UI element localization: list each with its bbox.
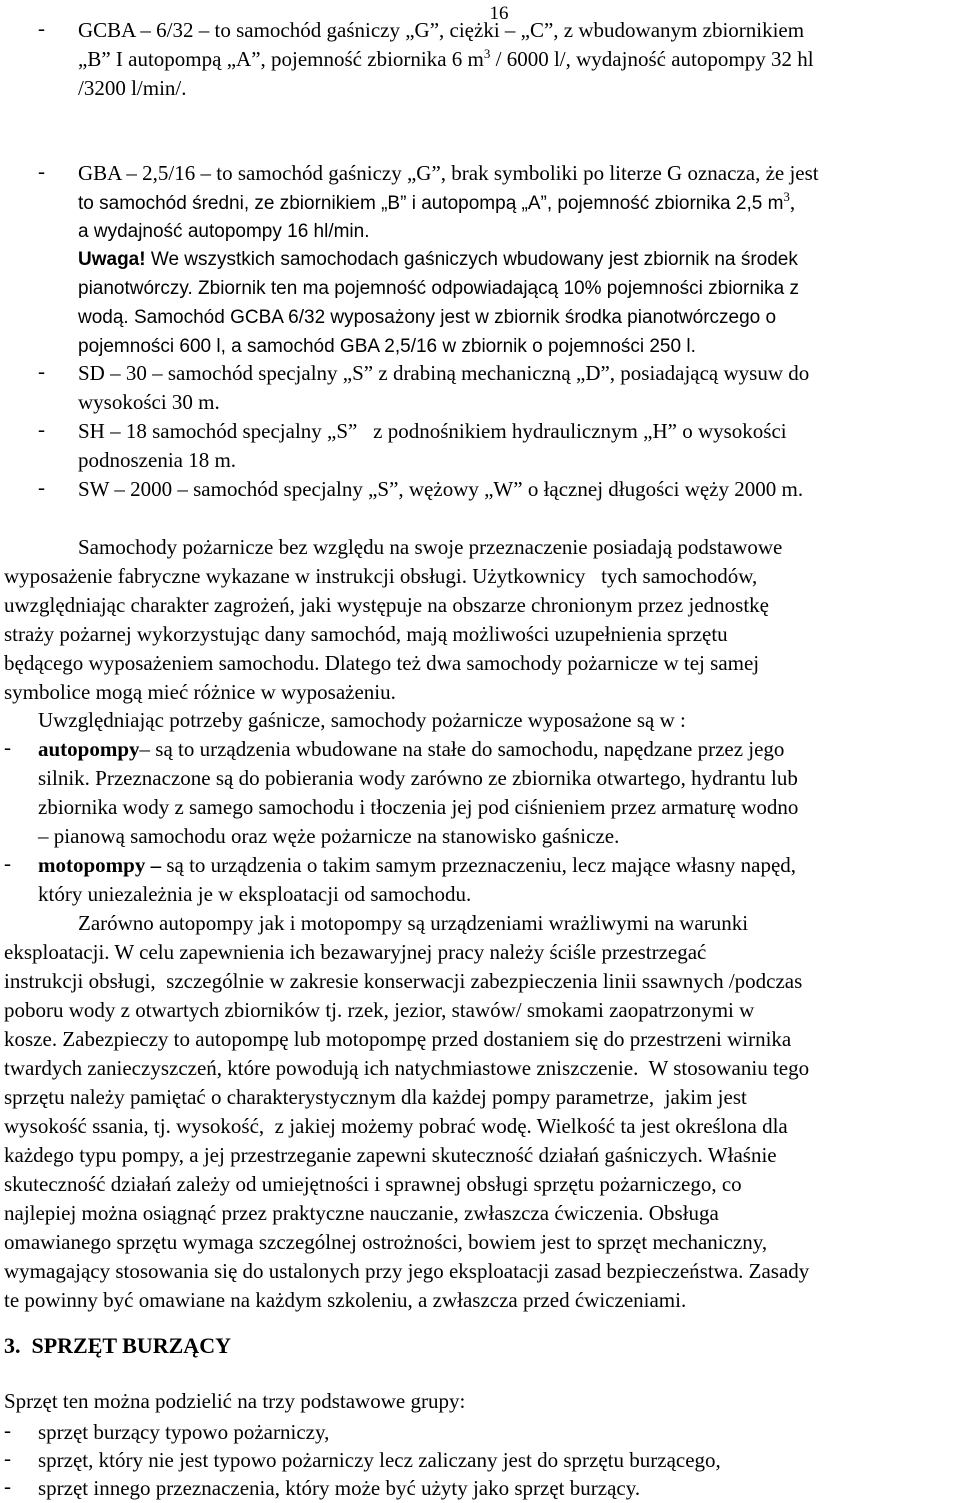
note-label: Uwaga!: [78, 249, 146, 270]
paragraph-intro: Uwzględniając potrzeby gaśnicze, samochody pożarnicze wyposażone są w :: [38, 708, 686, 732]
text-line: Uwaga! We wszystkich samochodach gaśniczych wbudowany jest zbiornik na środek: [78, 249, 798, 270]
text-line: to samochód średni, ze zbiornikiem „B” i autopompą „A”, pojemność zbiornika 2,5 $m^3$,: [78, 189, 796, 214]
list-dash: -: [4, 1418, 11, 1442]
text-line: GCBA – 6/32 – to samochód gaśniczy „G”, ciężki – „C”, z wbudowanym zbiornikiem: [78, 18, 805, 42]
list-dash: -: [4, 851, 11, 875]
text-line: wysokości 30 m.: [78, 390, 220, 414]
list-item-group: sprzęt burzący typowo pożarniczy,: [38, 1420, 330, 1444]
text-line: SW – 2000 – samochód specjalny „S”, wężowy „W” o łącznej długości węży 2000 m.: [78, 477, 804, 501]
list-dash: -: [38, 16, 45, 40]
text-line: instrukcji obsługi, szczególnie w zakresie konserwacji zabezpieczenia linii ssawnych /podczas: [4, 969, 803, 993]
text-line: Zarówno autopompy jak i motopompy są urządzeniami wrażliwymi na warunki: [78, 911, 749, 935]
text-line: poboru wody z otwartych zbiorników tj. rzek, jezior, stawów/ smokami zaopatrzonymi w: [4, 998, 755, 1022]
text-line: silnik. Przeznaczone są do pobierania wody zarówno ze zbiornika otwartego, hydrantu lub: [38, 766, 798, 790]
text-line: /3200 l/min/.: [78, 76, 187, 100]
list-dash: -: [38, 359, 45, 383]
paragraph-groups-intro: Sprzęt ten można podzielić na trzy podstawowe grupy:: [4, 1389, 466, 1413]
text-line: a wydajność autopompy 16 hl/min.: [78, 221, 370, 242]
text-line: SD – 30 – samochód specjalny „S” z drabiną mechaniczną „D”, posiadającą wysuw do: [78, 361, 810, 385]
list-dash: -: [38, 475, 45, 499]
text-line: eksploatacji. W celu zapewnienia ich bezawaryjnej pracy należy ściśle przestrzegać: [4, 940, 707, 964]
text-line: te powinny być omawiane na każdym szkoleniu, a zwłaszcza przed ćwiczeniami.: [4, 1288, 687, 1312]
text-line: twardych zanieczyszczeń, które powodują ich natychmiastowe zniszczenie. W stosowaniu tego: [4, 1056, 810, 1080]
text-line: SH – 18 samochód specjalny „S” z podnośnikiem hydraulicznym „H” o wysokości: [78, 419, 787, 443]
page-number: 16: [489, 3, 509, 24]
list-dash: -: [4, 735, 11, 759]
list-dash: -: [38, 417, 45, 441]
text-line: wysokość ssania, tj. wysokość, z jakiej możemy pobrać wodę. Wielkość ta jest określona dla: [4, 1114, 788, 1138]
text-line: symbolice mogą mieć różnice w wyposażeniu.: [4, 680, 396, 704]
text-line: każdego typu pompy, a jej przestrzeganie zapewni skuteczność działań gaśniczych. Właśnie: [4, 1143, 777, 1167]
text-line: Samochody pożarnicze bez względu na swoje przeznaczenie posiadają podstawowe: [78, 535, 783, 559]
text-line: uwzględniając charakter zagrożeń, jaki występuje na obszarze chronionym przez jednostkę: [4, 593, 769, 617]
text-line: najlepiej można osiągnąć przez praktyczne nauczanie, zwłaszcza ćwiczenia. Obsługa: [4, 1201, 719, 1225]
list-item-group: sprzęt, który nie jest typowo pożarniczy lecz zaliczany jest do sprzętu burzącego,: [38, 1448, 721, 1472]
text-line: – pianową samochodu oraz węże pożarnicze na stanowisko gaśnicze.: [38, 824, 620, 848]
term-autopompy: autopompy: [38, 737, 140, 761]
text-line: GBA – 2,5/16 – to samochód gaśniczy „G”, brak symboliki po literze G oznacza, że jest: [78, 161, 819, 185]
text-line: kosze. Zabezpieczy to autopompę lub motopompę przed dostaniem się do przestrzeni wirnika: [4, 1027, 792, 1051]
text-line: będącego wyposażeniem samochodu. Dlatego też dwa samochody pożarnicze w tej samej: [4, 651, 760, 675]
list-dash: -: [4, 1446, 11, 1470]
list-dash: -: [4, 1474, 11, 1498]
term-motopompy: motopompy –: [38, 853, 162, 877]
text-line: pianotwórczy. Zbiornik ten ma pojemność odpowiadającą 10% pojemności zbiornika z: [78, 278, 799, 299]
text-line: wymagający stosowania się do ustalonych przy jego eksploatacji zasad bezpieczeństwa. Zasady: [4, 1259, 810, 1283]
text-line: wodą. Samochód GCBA 6/32 wyposażony jest w zbiornik środka pianotwórczego o: [78, 307, 777, 328]
text-line: straży pożarnej wykorzystując dany samochód, mają możliwości uzupełnienia sprzętu: [4, 622, 728, 646]
text-line: zbiornika wody z samego samochodu i tłoczenia jej pod ciśnieniem przez armaturę wodno: [38, 795, 799, 819]
text-line: sprzętu należy pamiętać o charakterystycznym dla każdej pompy parametrze, jakim jest: [4, 1085, 747, 1109]
text-line: omawianego sprzętu wymaga szczególnej ostrożności, bowiem jest to sprzęt mechaniczny,: [4, 1230, 768, 1254]
text-line: „B” I autopompą „A”, pojemność zbiornika 6 $m^3 / 6000$ l/, wydajność autopompy 32 hl: [78, 46, 814, 71]
text-line: podnoszenia 18 m.: [78, 448, 237, 472]
text-line: pojemności 600 l, a samochód GBA 2,5/16 w zbiornik o pojemności 250 l.: [78, 336, 696, 357]
section-heading: 3. SPRZĘT BURZĄCY: [4, 1333, 231, 1358]
text-line: wyposażenie fabryczne wykazane w instrukcji obsługi. Użytkownicy tych samochodów,: [4, 564, 758, 588]
text-line: który uniezależnia je w eksploatacji od samochodu.: [38, 882, 472, 906]
list-dash: -: [38, 159, 45, 183]
list-item-group: sprzęt innego przeznaczenia, który może być użyty jako sprzęt burzący.: [38, 1476, 641, 1500]
text-line: skuteczność działań zależy od umiejętności i sprawnej obsługi sprzętu pożarniczego, co: [4, 1172, 742, 1196]
text-line: motopompy – są to urządzenia o takim samym przeznaczeniu, lecz mające własny napęd,: [38, 853, 797, 877]
text-line: autopompy– są to urządzenia wbudowane na stałe do samochodu, napędzane przez jego: [38, 737, 785, 761]
